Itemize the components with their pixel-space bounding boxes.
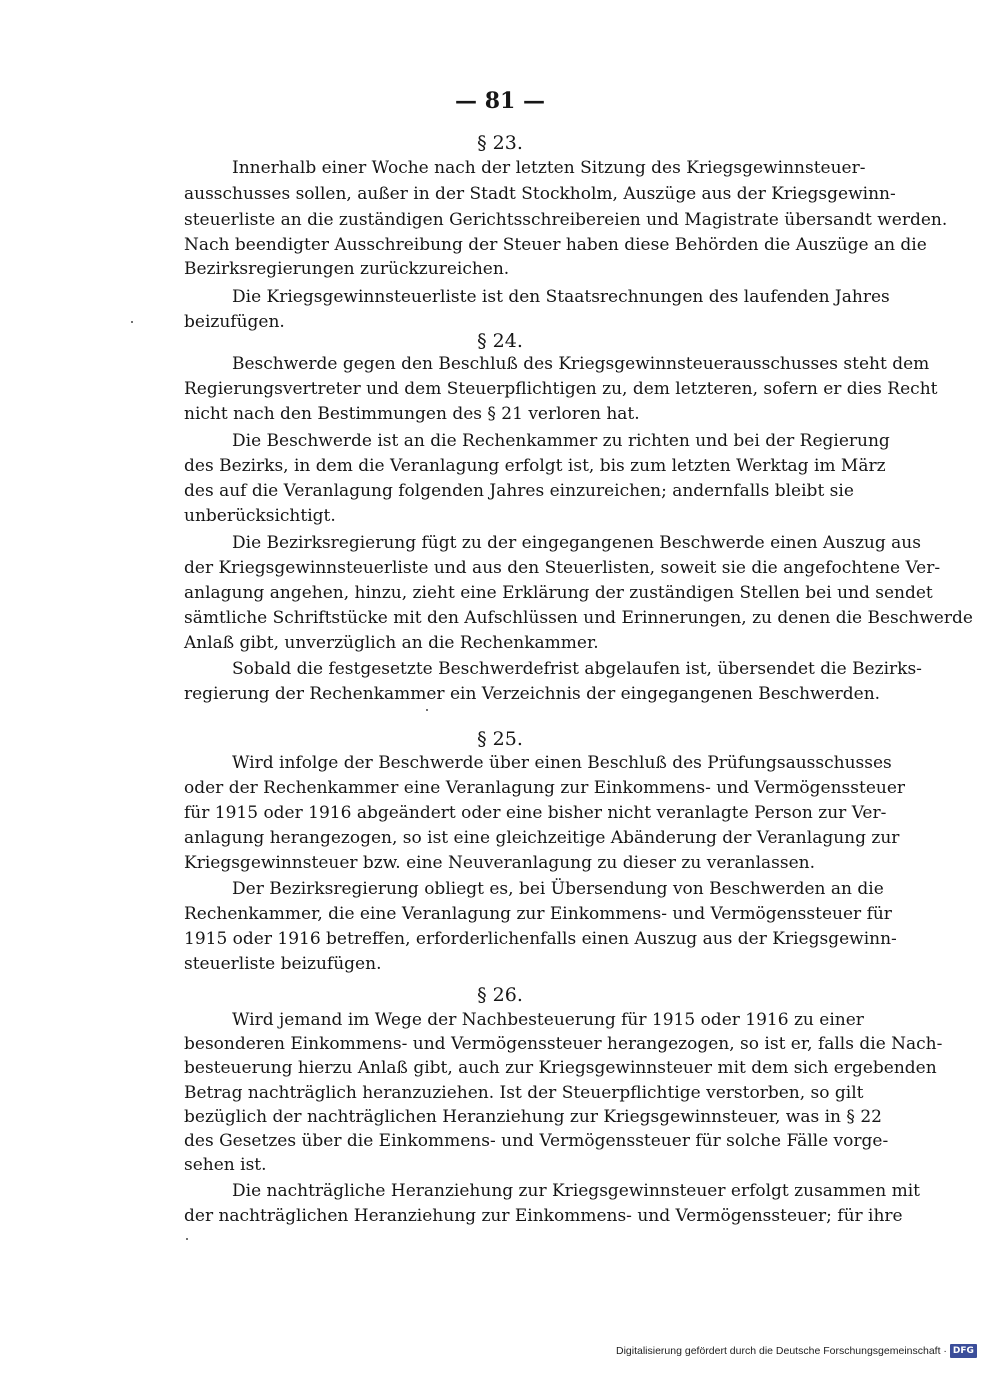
text-line: beizufügen. bbox=[184, 312, 285, 332]
text-line: besteuerung hierzu Anlaß gibt, auch zur Kriegsgewinnsteuer mit dem sich ergebenden bbox=[184, 1058, 937, 1078]
text-line: Der Bezirksregierung obliegt es, bei Übersendung von Beschwerden an die bbox=[232, 879, 884, 899]
scan-speck bbox=[186, 1238, 188, 1240]
text-line: des Gesetzes über die Einkommens- und Vermögenssteuer für solche Fälle vorge- bbox=[184, 1131, 889, 1151]
section-heading: § 26. bbox=[477, 984, 523, 1006]
text-line: des auf die Veranlagung folgenden Jahres einzureichen; andernfalls bleibt sie bbox=[184, 481, 854, 501]
text-line: Rechenkammer, die eine Veranlagung zur Einkommens- und Vermögenssteuer für bbox=[184, 904, 892, 924]
text-line: Die Bezirksregierung fügt zu der eingegangenen Beschwerde einen Auszug aus bbox=[232, 533, 921, 553]
page-number: — 81 — bbox=[455, 88, 545, 114]
text-line: regierung der Rechenkammer ein Verzeichnis der eingegangenen Beschwerden. bbox=[184, 684, 881, 704]
text-line: des Bezirks, in dem die Veranlagung erfolgt ist, bis zum letzten Werktag im März bbox=[184, 456, 886, 476]
text-line: der Kriegsgewinnsteuerliste und aus den Steuerlisten, soweit sie die angefochtene Ver- bbox=[184, 558, 941, 578]
text-line: Beschwerde gegen den Beschluß des Kriegsgewinnsteuerausschusses steht dem bbox=[232, 354, 930, 374]
section-heading: § 23. bbox=[477, 132, 523, 154]
text-line: Bezirksregierungen zurückzureichen. bbox=[184, 259, 510, 279]
text-line: Die Kriegsgewinnsteuerliste ist den Staatsrechnungen des laufenden Jahres bbox=[232, 287, 890, 307]
text-line: Sobald die festgesetzte Beschwerdefrist abgelaufen ist, übersendet die Bezirks- bbox=[232, 659, 922, 679]
text-line: Die Beschwerde ist an die Rechenkammer zu richten und bei der Regierung bbox=[232, 431, 890, 451]
digitization-footer bbox=[616, 1343, 976, 1359]
text-line: Betrag nachträglich heranzuziehen. Ist der Steuerpflichtige verstorben, so gilt bbox=[184, 1083, 864, 1103]
text-line: Die nachträgliche Heranziehung zur Kriegsgewinnsteuer erfolgt zusammen mit bbox=[232, 1181, 920, 1201]
text-line: für 1915 oder 1916 abgeändert oder eine bisher nicht veranlagte Person zur Ver- bbox=[184, 803, 887, 823]
text-line: nicht nach den Bestimmungen des § 21 verloren hat. bbox=[184, 404, 640, 424]
text-line: sehen ist. bbox=[184, 1155, 267, 1175]
footer-text: Digitalisierung gefördert durch die Deutsche Forschungsgemeinschaft · bbox=[616, 1345, 947, 1357]
text-line: Regierungsvertreter und dem Steuerpflichtigen zu, dem letzteren, sofern er dies Recht bbox=[184, 379, 938, 399]
dfg-logo: DFG bbox=[950, 1344, 977, 1358]
text-line: Innerhalb einer Woche nach der letzten Sitzung des Kriegsgewinnsteuer- bbox=[232, 158, 866, 178]
text-line: oder der Rechenkammer eine Veranlagung zur Einkommens- und Vermögenssteuer bbox=[184, 778, 906, 798]
text-line: Anlaß gibt, unverzüglich an die Rechenkammer. bbox=[184, 633, 599, 653]
text-line: bezüglich der nachträglichen Heranziehung zur Kriegsgewinnsteuer, was in § 22 bbox=[184, 1107, 882, 1127]
scan-speck bbox=[131, 321, 133, 323]
text-line: Nach beendigter Ausschreibung der Steuer haben diese Behörden die Auszüge an die bbox=[184, 235, 927, 255]
text-line: Wird jemand im Wege der Nachbesteuerung für 1915 oder 1916 zu einer bbox=[232, 1010, 864, 1030]
text-line: Wird infolge der Beschwerde über einen Beschluß des Prüfungsausschusses bbox=[232, 753, 892, 773]
text-line: anlagung angehen, hinzu, zieht eine Erklärung der zuständigen Stellen bei und sendet bbox=[184, 583, 933, 603]
section-heading: § 25. bbox=[477, 728, 523, 750]
text-line: unberücksichtigt. bbox=[184, 506, 336, 526]
text-line: steuerliste beizufügen. bbox=[184, 954, 382, 974]
text-line: besonderen Einkommens- und Vermögenssteuer herangezogen, so ist er, falls die Nach- bbox=[184, 1034, 943, 1054]
scan-speck bbox=[426, 709, 428, 711]
text-line: anlagung herangezogen, so ist eine gleichzeitige Abänderung der Veranlagung zur bbox=[184, 828, 900, 848]
text-line: sämtliche Schriftstücke mit den Aufschlüssen und Erinnerungen, zu denen die Beschwerde bbox=[184, 608, 973, 628]
text-line: Kriegsgewinnsteuer bzw. eine Neuveranlagung zu dieser zu veranlassen. bbox=[184, 853, 816, 873]
section-heading: § 24. bbox=[477, 330, 523, 352]
text-line: ausschusses sollen, außer in der Stadt Stockholm, Auszüge aus der Kriegsgewinn- bbox=[184, 184, 896, 204]
text-line: der nachträglichen Heranziehung zur Einkommens- und Vermögenssteuer; für ihre bbox=[184, 1206, 903, 1226]
text-line: 1915 oder 1916 betreffen, erforderlichenfalls einen Auszug aus der Kriegsgewinn- bbox=[184, 929, 897, 949]
text-line: steuerliste an die zuständigen Gerichtsschreibereien und Magistrate übersandt werden. bbox=[184, 210, 948, 230]
